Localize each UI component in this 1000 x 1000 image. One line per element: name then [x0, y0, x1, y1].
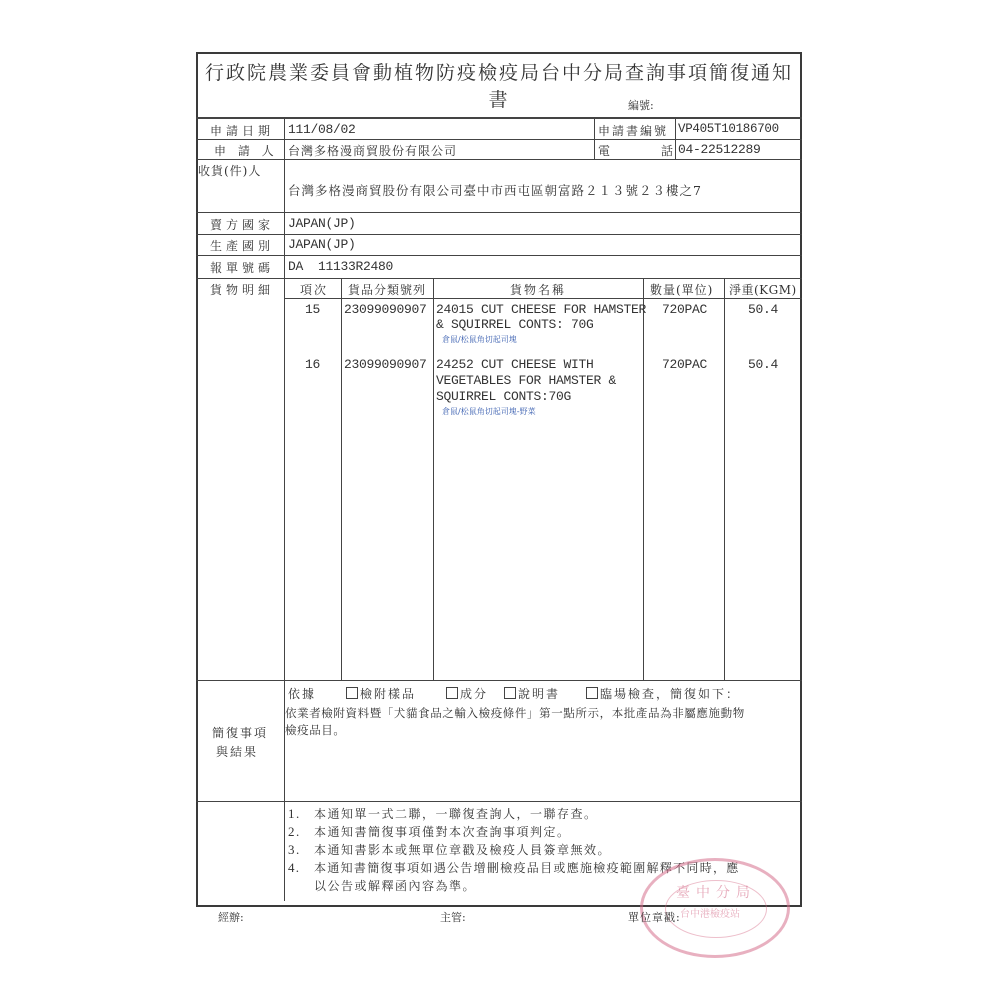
row-quantity: 720PAC	[662, 302, 708, 317]
row-name-note: 倉鼠/松鼠角切起司塊-野菜	[442, 407, 536, 416]
checkbox-onsite-inspection[interactable]: 臨場檢查，簡復如下：	[586, 685, 740, 702]
divider	[196, 255, 802, 256]
divider	[675, 118, 676, 159]
row-net-weight: 50.4	[748, 302, 779, 317]
origin-country-value: JAPAN(JP)	[288, 237, 356, 252]
result-body-line: 檢疫品目。	[285, 723, 346, 737]
row-item: 15	[305, 302, 321, 317]
row-quantity: 720PAC	[662, 357, 708, 372]
serial-label: 編號:	[628, 99, 654, 112]
note-item: 1. 本通知單一式二聯，一聯復查詢人，一聯存查。	[288, 806, 598, 821]
apply-no-label: 申請書編號	[598, 124, 669, 138]
declaration-no-label: 報單號碼	[210, 261, 275, 275]
divider	[643, 278, 644, 680]
checkbox-icon[interactable]	[346, 687, 358, 699]
divider	[196, 234, 802, 235]
column-header-hs-code: 貨品分類號列	[348, 283, 427, 297]
declaration-no-value: DA 11133R2480	[288, 259, 394, 274]
divider	[594, 118, 595, 159]
divider	[284, 118, 285, 901]
seller-country-label: 賣方國家	[210, 218, 275, 232]
phone-value: 04-22512289	[678, 142, 761, 157]
divider	[196, 159, 802, 160]
note-item: 3. 本通知書影本或無單位章戳及檢疫人員簽章無效。	[288, 842, 612, 857]
checkbox-icon[interactable]	[446, 687, 458, 699]
divider	[341, 278, 342, 680]
result-section-label-2: 與結果	[216, 745, 259, 759]
handler-label: 經辦:	[218, 911, 244, 924]
divider	[196, 117, 802, 119]
column-header-net-weight: 淨重(KGM)	[729, 283, 797, 297]
row-name-note: 倉鼠/松鼠角切起司塊	[442, 335, 517, 344]
seal-label: 單位章戳:	[628, 911, 681, 924]
basis-label: 依據	[288, 687, 317, 701]
divider	[196, 278, 802, 279]
note-item: 4. 本通知書簡復事項如遇公告增刪檢疫品目或應施檢疫範圍解釋不同時，應	[288, 860, 740, 875]
phone-label-2: 話	[661, 144, 674, 158]
checkbox-icon[interactable]	[504, 687, 516, 699]
result-body-line: 依業者檢附資料暨「犬貓食品之輸入檢疫條件」第一點所示，本批產品為非屬應施動物	[285, 706, 745, 720]
apply-date-value: 111/08/02	[288, 122, 356, 137]
checkbox-ingredients[interactable]: 成分	[446, 685, 488, 702]
column-header-quantity: 數量(單位)	[650, 283, 714, 297]
seller-country-value: JAPAN(JP)	[288, 216, 356, 231]
row-name-line: SQUIRREL CONTS:70G	[436, 389, 572, 404]
divider	[196, 212, 802, 213]
checkbox-manual[interactable]: 說明書	[504, 685, 560, 702]
applicant-value: 台灣多格漫商貿股份有限公司	[288, 144, 458, 158]
divider	[196, 680, 802, 681]
row-name-line: 24015 CUT CHEESE FOR HAMSTER	[436, 302, 647, 317]
checkbox-icon[interactable]	[586, 687, 598, 699]
apply-date-label: 申請日期	[210, 124, 275, 138]
note-item-continuation: 以公告或解釋函內容為準。	[314, 879, 477, 893]
apply-no-value: VP405T10186700	[678, 122, 779, 136]
divider	[724, 278, 725, 680]
row-name-line: & SQUIRREL CONTS: 70G	[436, 317, 594, 332]
origin-country-label: 生產國別	[210, 239, 275, 253]
row-net-weight: 50.4	[748, 357, 779, 372]
result-section-label-1: 簡復事項	[212, 726, 269, 740]
row-name-line: VEGETABLES FOR HAMSTER &	[436, 373, 617, 388]
row-item: 16	[305, 357, 321, 372]
column-header-item: 項次	[300, 283, 329, 297]
supervisor-label: 主管:	[440, 911, 466, 924]
goods-section-label: 貨物明細	[210, 283, 275, 297]
phone-label-1: 電	[598, 144, 611, 158]
divider	[196, 801, 802, 802]
stamp-text: 台中港檢疫站	[680, 909, 740, 920]
stamp-text: 臺中分局	[676, 885, 756, 901]
note-item: 2. 本通知書簡復事項僅對本次查詢事項判定。	[288, 824, 571, 839]
row-hs-code: 23099090907	[344, 302, 427, 317]
column-header-goods-name: 貨物名稱	[510, 283, 567, 297]
row-name-line: 24252 CUT CHEESE WITH	[436, 357, 594, 372]
checkbox-sample[interactable]: 檢附樣品	[346, 685, 416, 702]
divider	[433, 278, 434, 680]
consignee-label: 收貨(件)人	[198, 164, 262, 178]
applicant-label: 申 請 人	[214, 144, 278, 158]
document-title: 行政院農業委員會動植物防疫檢疫局台中分局查詢事項簡復通知書	[204, 62, 793, 111]
row-hs-code: 23099090907	[344, 357, 427, 372]
divider	[196, 139, 802, 140]
consignee-value: 台灣多格漫商貿股份有限公司臺中市西屯區朝富路２１３號２３樓之7	[288, 183, 702, 198]
